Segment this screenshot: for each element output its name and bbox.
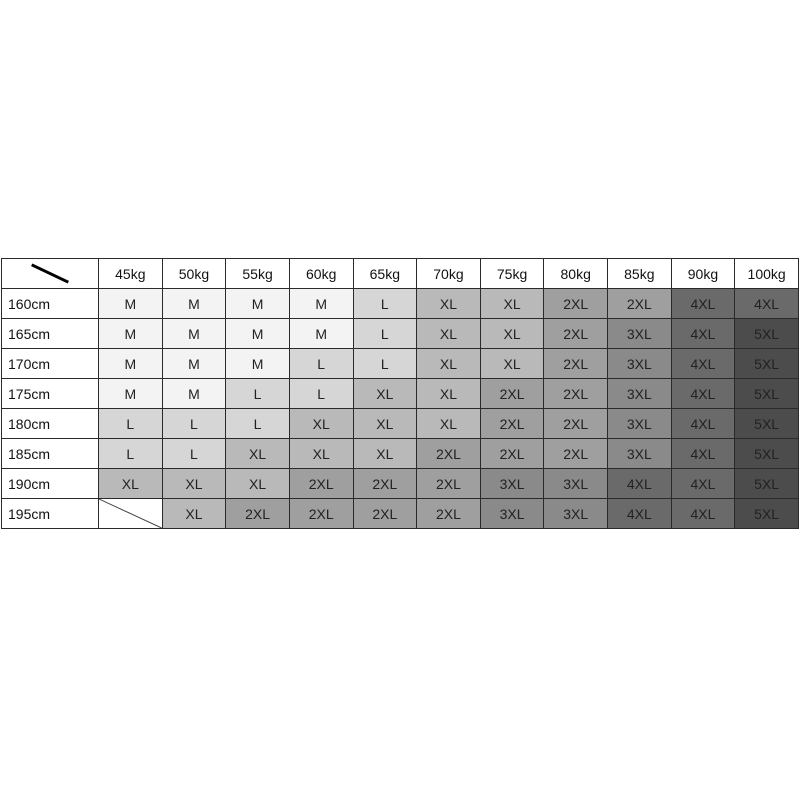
size-cell: 5XL (735, 439, 799, 469)
size-cell: 5XL (735, 469, 799, 499)
height-label: 160cm (2, 289, 99, 319)
size-cell: 2XL (289, 499, 353, 529)
size-cell: M (99, 379, 163, 409)
size-cell: 4XL (671, 409, 735, 439)
height-row (2, 499, 799, 529)
weight-header-cell: 70kg (417, 259, 481, 289)
size-cell: 5XL (735, 349, 799, 379)
size-cell: 2XL (417, 469, 481, 499)
height-label: 175cm (2, 379, 99, 409)
size-cell: XL (480, 319, 544, 349)
height-label: 195cm (2, 499, 99, 529)
height-row (2, 379, 799, 409)
height-label: 170cm (2, 349, 99, 379)
weight-header-cell: 45kg (99, 259, 163, 289)
size-cell: 4XL (608, 499, 672, 529)
size-cell: XL (417, 379, 481, 409)
weight-header-cell: 65kg (353, 259, 417, 289)
size-cell: XL (162, 469, 226, 499)
size-cell: 2XL (480, 379, 544, 409)
size-cell: XL (226, 469, 290, 499)
size-cell: XL (353, 379, 417, 409)
weight-header-row (2, 259, 799, 289)
size-cell: L (162, 409, 226, 439)
size-cell: XL (162, 499, 226, 529)
size-cell: M (99, 289, 163, 319)
height-row (2, 439, 799, 469)
size-cell: XL (289, 439, 353, 469)
size-cell: L (353, 319, 417, 349)
size-cell: 5XL (735, 379, 799, 409)
size-cell: 2XL (544, 289, 608, 319)
size-cell: 2XL (544, 409, 608, 439)
weight-header-cell: 80kg (544, 259, 608, 289)
weight-header (2, 259, 799, 289)
size-cell: L (353, 349, 417, 379)
weight-header-cell: 55kg (226, 259, 290, 289)
diagonal-slash-icon (2, 259, 98, 288)
size-cell: M (289, 319, 353, 349)
size-cell: 3XL (480, 499, 544, 529)
size-cell: 4XL (671, 499, 735, 529)
height-label: 180cm (2, 409, 99, 439)
size-cell: M (162, 349, 226, 379)
diagonal-line-icon (99, 499, 162, 528)
size-cell: L (226, 379, 290, 409)
size-cell: 3XL (544, 499, 608, 529)
size-cell: M (162, 379, 226, 409)
size-cell: M (226, 319, 290, 349)
size-cell: L (162, 439, 226, 469)
size-cell: XL (417, 409, 481, 439)
corner-cell (2, 259, 99, 289)
height-row (2, 289, 799, 319)
size-cell: 2XL (353, 469, 417, 499)
size-cell: L (353, 289, 417, 319)
size-cell: 2XL (353, 499, 417, 529)
size-cell: M (289, 289, 353, 319)
size-cell: 4XL (671, 289, 735, 319)
size-cell: 4XL (671, 349, 735, 379)
size-cell: XL (417, 349, 481, 379)
size-cell: XL (353, 409, 417, 439)
size-cell: 2XL (544, 379, 608, 409)
size-cell: 4XL (608, 469, 672, 499)
size-cell: 3XL (608, 319, 672, 349)
size-cell: 5XL (735, 409, 799, 439)
size-cell: 2XL (544, 319, 608, 349)
size-cell: M (226, 349, 290, 379)
height-label: 185cm (2, 439, 99, 469)
size-cell: XL (417, 319, 481, 349)
size-cell: 4XL (735, 289, 799, 319)
weight-header-cell: 50kg (162, 259, 226, 289)
height-row (2, 469, 799, 499)
size-cell: XL (99, 469, 163, 499)
size-cell: 2XL (417, 499, 481, 529)
weight-header-cell: 85kg (608, 259, 672, 289)
size-cell: 2XL (544, 349, 608, 379)
size-cell: 5XL (735, 319, 799, 349)
size-cell: 2XL (480, 439, 544, 469)
size-cell: 4XL (671, 439, 735, 469)
size-cell: 2XL (417, 439, 481, 469)
height-label: 165cm (2, 319, 99, 349)
size-grid (2, 289, 799, 529)
size-cell: L (99, 409, 163, 439)
size-cell: 4XL (671, 469, 735, 499)
size-cell: M (99, 349, 163, 379)
height-label: 190cm (2, 469, 99, 499)
weight-header-cell: 90kg (671, 259, 735, 289)
height-row (2, 349, 799, 379)
weight-header-cell: 75kg (480, 259, 544, 289)
size-cell: L (99, 439, 163, 469)
size-cell: 3XL (608, 439, 672, 469)
size-cell: 3XL (544, 469, 608, 499)
size-cell: L (289, 349, 353, 379)
size-cell: M (162, 319, 226, 349)
size-cell: 4XL (671, 379, 735, 409)
weight-header-cell: 60kg (289, 259, 353, 289)
size-chart-table (1, 258, 799, 529)
size-cell: 2XL (608, 289, 672, 319)
not-available-cell (99, 499, 163, 529)
size-cell: XL (226, 439, 290, 469)
size-cell: M (226, 289, 290, 319)
weight-header-cell: 100kg (735, 259, 799, 289)
size-cell: 2XL (480, 409, 544, 439)
size-cell: XL (480, 289, 544, 319)
size-cell: L (226, 409, 290, 439)
size-cell: 2XL (544, 439, 608, 469)
size-cell: XL (480, 349, 544, 379)
height-row (2, 319, 799, 349)
size-cell: M (99, 319, 163, 349)
size-cell: 3XL (608, 409, 672, 439)
size-cell: 2XL (289, 469, 353, 499)
size-cell: 2XL (226, 499, 290, 529)
size-cell: XL (289, 409, 353, 439)
size-cell: 3XL (608, 379, 672, 409)
size-cell: M (162, 289, 226, 319)
size-cell: 4XL (671, 319, 735, 349)
size-cell: XL (417, 289, 481, 319)
size-cell: 3XL (608, 349, 672, 379)
size-cell: 5XL (735, 499, 799, 529)
size-cell: 3XL (480, 469, 544, 499)
size-cell: L (289, 379, 353, 409)
size-cell: XL (353, 439, 417, 469)
height-row (2, 409, 799, 439)
